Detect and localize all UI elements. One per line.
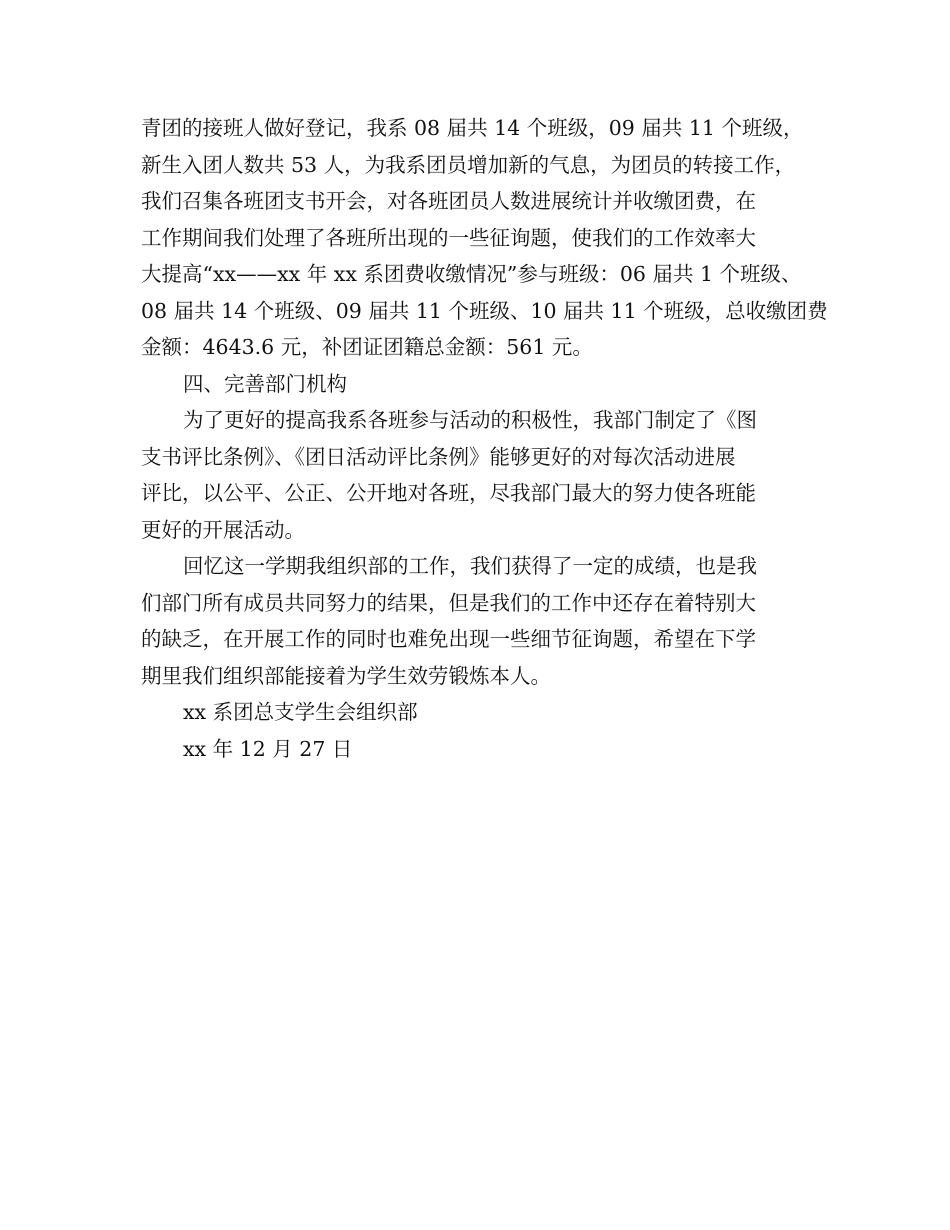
- paragraph-line: 我们召集各班团支书开会，对各班团员人数进展统计并收缴团费，在: [141, 189, 756, 213]
- paragraph-line: 支书评比条例》、《团日活动评比条例》能够更好的对每次活动进展: [141, 444, 736, 469]
- paragraph-line: 08 届共 14 个班级、09 届共 11 个班级、10 届共 11 个班级，总收缴团费: [141, 298, 828, 323]
- paragraph-line: 评比，以公平、公正、公开地对各班，尽我部门最大的努力使各班能: [141, 481, 756, 505]
- paragraph-line: 工作期间我们处理了各班所出现的一些征询题，使我们的工作效率大: [141, 225, 756, 250]
- paragraph-line: 们部门所有成员共同努力的结果，但是我们的工作中还存在着特别大: [141, 590, 756, 615]
- document-body: [141, 110, 831, 767]
- paragraph-line: 的缺乏，在开展工作的同时也难免出现一些细节征询题，希望在下学: [141, 627, 756, 651]
- signature-date: xx 年 12 月 27 日: [183, 736, 353, 761]
- paragraph-line: 金额：4643.6 元，补团证团籍总金额：561 元。: [141, 335, 593, 359]
- paragraph-line: 大提高“xx——xx 年 xx 系团费收缴情况”参与班级：06 届共 1 个班级、: [141, 262, 802, 286]
- section-heading: 四、完善部门机构: [183, 371, 347, 396]
- paragraph-line: 回忆这一学期我组织部的工作，我们获得了一定的成绩，也是我: [183, 554, 757, 578]
- paragraph-line: 为了更好的提高我系各班参与活动的积极性，我部门制定了《图: [183, 408, 757, 432]
- paragraph-line: 更好的开展活动。: [141, 517, 305, 542]
- signature-organization: xx 系团总支学生会组织部: [183, 700, 418, 724]
- paragraph-line: 期里我们组织部能接着为学生效劳锻炼本人。: [141, 663, 551, 688]
- paragraph-line: 新生入团人数共 53 人，为我系团员增加新的气息，为团员的转接工作，: [141, 152, 796, 177]
- paragraph-line: 青团的接班人做好登记，我系 08 届共 14 个班级，09 届共 11 个班级，: [141, 116, 804, 140]
